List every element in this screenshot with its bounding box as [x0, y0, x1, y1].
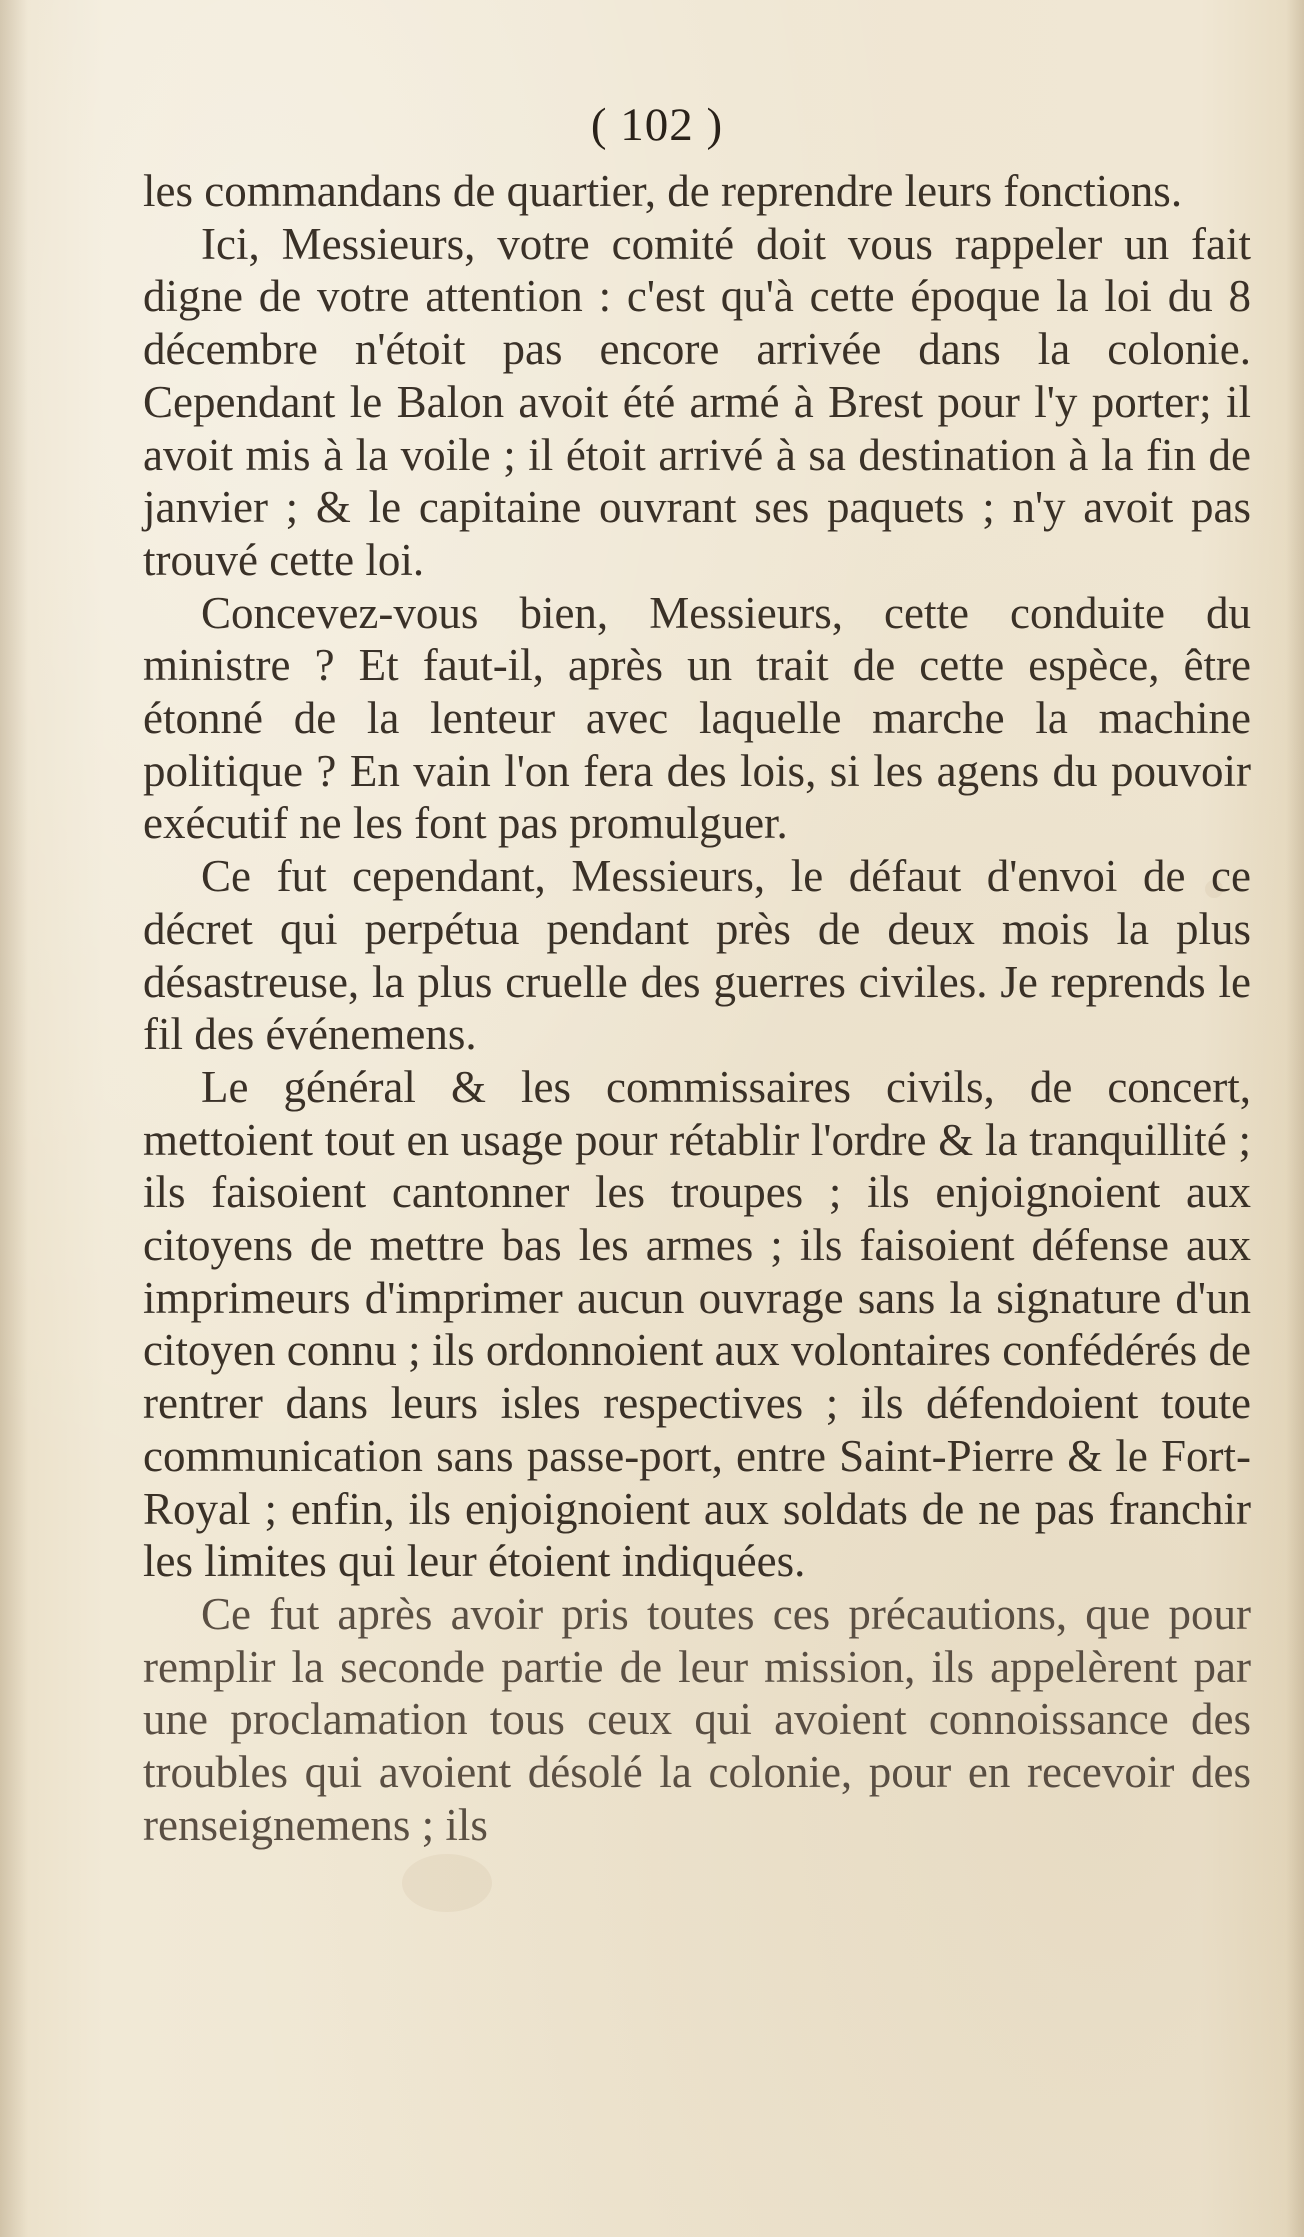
paragraph: Le général & les commissaires civils, de concert, mettoient tout en usage pour rétablir l'ordre & la tranquillité ; ils faisoient cantonner les troupes ; ils enjoignoient aux citoyens de mettre bas les armes ; ils faisoient défense aux imprimeurs d'imprimer aucun ouvrage sans la signature d'un citoyen connu ; ils ordonnoient aux volontaires confédérés de rentrer dans leurs isles respectives ; ils défendoient toute communication sans passe-port, entre Saint-Pierre & le Fort-Royal ; enfin, ils enjoignoient aux soldats de ne pas franchir les limites qui leur étoient indiquées.	[143, 1061, 1251, 1587]
gutter-shadow	[0, 0, 28, 2237]
paragraph: Ce fut cependant, Messieurs, le défaut d'envoi de ce décret qui perpétua pendant près de deux mois la plus désastreuse, la plus cruelle des guerres civiles. Je reprends le fil des événemens.	[143, 851, 1251, 1060]
body-text	[143, 165, 1251, 1852]
paragraph: les commandans de quartier, de reprendre leurs fonctions.	[143, 166, 1183, 216]
page-edge-shadow	[1286, 0, 1304, 2237]
paragraph: Ce fut après avoir pris toutes ces précautions, que pour remplir la seconde partie de leur mission, ils appelèrent par une proclamation tous ceux qui avoient connoissance des troubles qui avoient désolé la colonie, pour en recevoir des renseignemens ; ils	[143, 1588, 1251, 1850]
page-number: ( 102 )	[590, 99, 724, 151]
paragraph: Ici, Messieurs, votre comité doit vous rappeler un fait digne de votre attention : c'est qu'à cette époque la loi du 8 décembre n'étoit pas encore arrivée dans la colonie. Cependant le Balon avoit été armé à Brest pour l'y porter; il avoit mis à la voile ; il étoit arrivé à sa destination à la fin de janvier ; & le capitaine ouvrant ses paquets ; n'y avoit pas trouvé cette loi.	[143, 218, 1251, 585]
paragraph: Concevez-vous bien, Messieurs, cette conduite du ministre ? Et faut-il, après un trait de cette espèce, être étonné de la lenteur avec laquelle marche la machine politique ? En vain l'on fera des lois, si les agens du pouvoir exécutif ne les font pas promulguer.	[143, 587, 1251, 849]
paper-stain	[402, 1854, 492, 1912]
